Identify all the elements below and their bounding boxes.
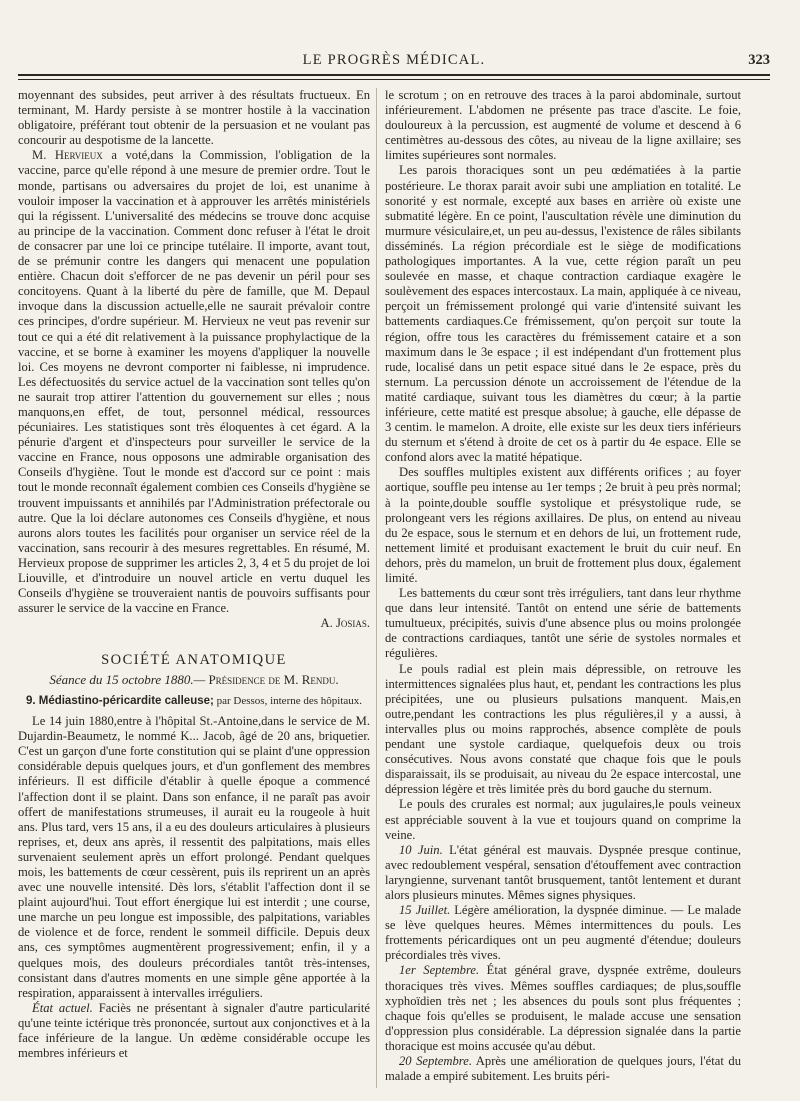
paragraph: Des souffles multiples existent aux différents orifices ; au foyer aortique, souffle peu intense au 1er temps ; 2e bruit à peu près normal; à la pointe,double souffle systolique et présystolique rude, se prolongeant vers les régions axillaires. De plus, on entend au niveau du 2e espace, sous le sternum et en dehors de lui, un frottement rude, nettement limité et produisant exactement le bruit du cuir neuf. En dehors, près du mamelon, un bruit de frottement plus doux, également limité.	[385, 465, 741, 585]
speaker-name: M. Hervieux	[32, 148, 103, 163]
column-divider	[376, 88, 377, 1088]
paragraph	[18, 148, 370, 616]
paragraph	[385, 1054, 741, 1084]
paragraph: Le 14 juin 1880,entre à l'hôpital St.-Antoine,dans le service de M. Dujardin-Beaumetz, le nommé K... Jacob, âgé de 20 ans, briquetier. C'est un garçon d'une forte constitution qui se plaint d'une oppression considérable depuis quelques jours, et d'un gonflement des membres inférieurs. Il est difficile d'établir à quelle époque a commencé l'affection dont il se plaint. Dans son enfance, il ne paraît pas avoir offert de manifestations strumeuses, il aurait eu la rougeole à huit ans. Plus tard, vers 15 ans, il a eu des douleurs articulaires à plusieurs reprises, et, deux ans après, il ressentit des palpitations, mais elles survenaient seulement après un effort prolongé. Pendant quelques mois, les battements de cœur cessèrent, puis ils reprirent un an après avec une nouvelle intensité. Dès lors, s'établit l'affection dont il se plaint aujourd'hui. Tout effort énergique lui est interdit ; une course, une marche un peu longue est impossible, des palpitations, variables de violence et de force, rendent le sommeil difficile. Depuis deux ans, ces symptômes augmentèrent progressivement; enfin, il y a quelques mois, des douleurs précordiales tantôt très-intenses, consistant dans d'autres moments en une simple gêne apportée à la respiration, apparaissent à intervalles irréguliers.	[18, 714, 370, 1000]
paragraph: Les parois thoraciques sont un peu œdématiées à la partie postérieure. Le thorax parait avoir subi une ampliation en totalité. Le sonorité y est normale, excepté aux bases en arrière où existe une submatité légère. En ce point, l'auscultation révèle une diminution du murmure vésiculaire,et, un peu au-dessus, l'existence de râles sibilants disséminés. La région précordiale est le siège de modifications pathologiques importantes. A la vue, cette région paraît un peu soulevée en masse, et chaque contraction cardiaque exagère le soulèvement des espaces intercostaux. La main, appliquée à ce niveau, perçoit un frémissement prolongé qui varie d'intensité suivant les battements cardiaques.Ce frémissement, qu'on perçoit sur toute la région, offre tous les caractères du frémissement cataire et a son maximum dans le 3e espace ; il est indépendant d'un frottement plus rude, localisé dans un petit espace situé dans le 2e espace, près du sternum. La percussion dénote un accroissement de l'étendue de la matité cardiaque, suivant tous les diamètres du cœur; à la partie inférieure, cette matité est presque absolue; à gauche, elle dépasse de 3 centim. le mamelon. A droite, elle existe sur les deux tiers inférieurs du sternum et s'étend à droite de cet os à partir du 4e espace. Elle se confond alors avec la matité hépatique.	[385, 163, 741, 465]
paragraph-lead: 20 Septembre.	[399, 1054, 472, 1068]
paragraph	[385, 903, 741, 963]
signature: A. Josias.	[320, 616, 370, 631]
paragraph-lead: 15 Juillet.	[399, 903, 451, 918]
paragraph	[385, 963, 741, 1054]
page-number: 323	[748, 52, 770, 68]
session-line	[18, 672, 370, 687]
paragraph-lead: 10 Juin.	[399, 842, 443, 857]
session-presidency: Présidence de M. Rendu.	[208, 672, 339, 688]
section-title: SOCIÉTÉ ANATOMIQUE	[101, 652, 287, 669]
paragraph-text: Après une amélioration de quelques jours, l'état du malade a empiré subitement. Les bruits péri-	[385, 1054, 741, 1084]
case-title-text: 9. Médiastino-péricardite calleuse;	[25, 694, 214, 707]
paragraph-text: Légère amélioration, la dyspnée diminue. — Le malade se lève quelques heures. Mêmes intermittences du pouls. Les frottements péricardiques ont un peu augmenté d'étendue; douleurs précordiales très vives.	[385, 903, 741, 963]
running-head	[18, 52, 770, 72]
paragraph: Le pouls des crurales est normal; aux jugulaires,le pouls veineux est appréciable souvent à la vue et toujours quand on comprime la veine.	[385, 797, 741, 842]
journal-title: LE PROGRÈS MÉDICAL.	[302, 52, 486, 68]
left-column	[18, 88, 370, 1061]
paragraph-text: a voté,dans la Commission, l'obligation de la vaccine, parce qu'elle répond à une mesure de premier ordre. Tout le monde, partisans ou adversaires du projet de loi, est unanime à vouloir imposer la vaccination et à approuver les arrêtés ministériels qui la régissent. L'universalité des médecins se trouve donc acquise au principe de la vaccination. Comment donc refuser à l'état le droit de consacrer par une loi ce principe tutélaire. Il importe, avant tout, de se prémunir contre les dangers qui menacent une population entière. Chacun doit s'efforcer de ne pas devenir un péril pour ses concitoyens. Quant à la liberté du père de famille, que M. Depaul invoque dans la discussion actuelle,elle ne saurait prévaloir contre ces principes, d'ordre supérieur. M. Hervieux ne veut pas revenir sur tout ce qui a été dit relativement à la puissance prophylactique de la vaccine, et se borne à examiner les moyens d'appliquer la nouvelle loi. Ces moyens ne devront comporter ni faiblesse, ni imprudence. Les défectuosités du service actuel de la vaccination sont telles qu'on ne saurait trop attirer l'attention du gouvernement sur elles ; nous manquons,en effet, de tout, personnel médical, ressources pécuniaires. Les statistiques sont très éloquentes à cet égard. A la pénurie d'argent et d'inspecteurs pour surveiller le service de la vaccine en France, nous opposons une admirable organisation des Conseils d'hygiène. Tout le monde est d'accord sur ce point : mais tout le monde reconnaît également combien ces Conseils d'hygiène se trouvent impuissants et annihilés par l'Administration préfectorale ou autre. Que la loi déclare autonomes ces Conseils d'hygiène, et nous aurons alors toutes les facilités pour organiser un service réel de la vaccination, sans recourir à des mesures regrettables. En résumé, M. Hervieux propose de supprimer les articles 2, 3, 4 et 5 du projet de loi Liouville, et d'introduire un nouvel article en vertu duquel les Conseils d'hygiène se trouveraient nantis de pouvoirs suffisants pour assurer le service de la vaccine en France.	[18, 148, 370, 616]
paragraph	[385, 843, 741, 903]
right-column	[385, 88, 741, 1084]
header-rule-thin	[18, 79, 770, 80]
case-author: par Dessos, interne des hôpitaux.	[213, 694, 363, 707]
paragraph-lead: État actuel.	[32, 1000, 93, 1015]
session-date: Séance du 15 octobre 1880.—	[49, 672, 209, 688]
paragraph-text: État général grave, dyspnée extrême, douleurs thoraciques très vives. Mêmes souffles cardiaques; de plus,souffle xyphoïdien très net ; les absences du pouls sont plus fréquentes ; chaque fois qu'elles se produisent, le malade accuse une sensation d'oppression plus considérable. La dépression signalée dans la partie thoracique est moins accusée qu'au début.	[385, 963, 741, 1053]
paragraph: Le pouls radial est plein mais dépressible, on retrouve les intermittences signalées plus haut, et, pendant les contractions les plus précipitées, une ou plusieurs pulsations manquent. Mais,en outre,pendant les contractions les plus régulières,il y a aussi, à intervalles plus ou moins rapprochés, absence complète de pouls pendant une systole cardiaque, quelquefois deux ou trois consécutives. Nous avons constaté que chaque fois que le pouls disparaissait, ils se produisait, au niveau du 2e espace intercostal, une dépression légère et très limitée près du bord gauche du sternum.	[385, 661, 741, 797]
paragraph: Les battements du cœur sont très irréguliers, tant dans leur rhythme que dans leur intensité. Tantôt on entend une série de battements tumultueux, précipités, suivis d'une absence plus ou moins prolongée de contractions cardiaques, tantôt une série de systoles normales et régulières.	[385, 586, 741, 661]
paragraph: moyennant des subsides, peut arriver à des résultats fructueux. En terminant, M. Hardy persiste à se montrer hostile à la vaccination obligatoire, préférant tout obtenir de la persuasion et ne voulant pas concourir au despotisme de la lancette.	[18, 88, 370, 148]
paragraph	[18, 1001, 370, 1061]
case-title	[18, 694, 370, 709]
signature-line	[18, 616, 370, 631]
paragraph-text: L'état général est mauvais. Dyspnée presque continue, avec redoublement vespéral, sensation d'étouffement avec contraction laryngienne, survenant tantôt brusquement, tantôt lentement et durant alors plusieurs minutes. Mêmes signes physiques.	[385, 842, 741, 902]
paragraph: le scrotum ; on en retrouve des traces à la paroi abdominale, surtout inférieurement. L'abdomen ne présente pas trace d'ascite. Le foie, douloureux à la percussion, est augmenté de volume et descend à 6 centimètres au-dessous des côtes, au niveau de la ligne axillaire; ses limites supérieures sont normales.	[385, 88, 741, 163]
paragraph-lead: 1er Septembre.	[399, 963, 480, 978]
paragraph-text: Faciès ne présentant à signaler d'autre particularité qu'une teinte ictérique très prononcée, surtout aux conjonctives et à la face inférieure de la langue. Un œdème considérable occupe les membres inférieurs et	[18, 1000, 370, 1061]
header-rule-thick	[18, 74, 770, 76]
